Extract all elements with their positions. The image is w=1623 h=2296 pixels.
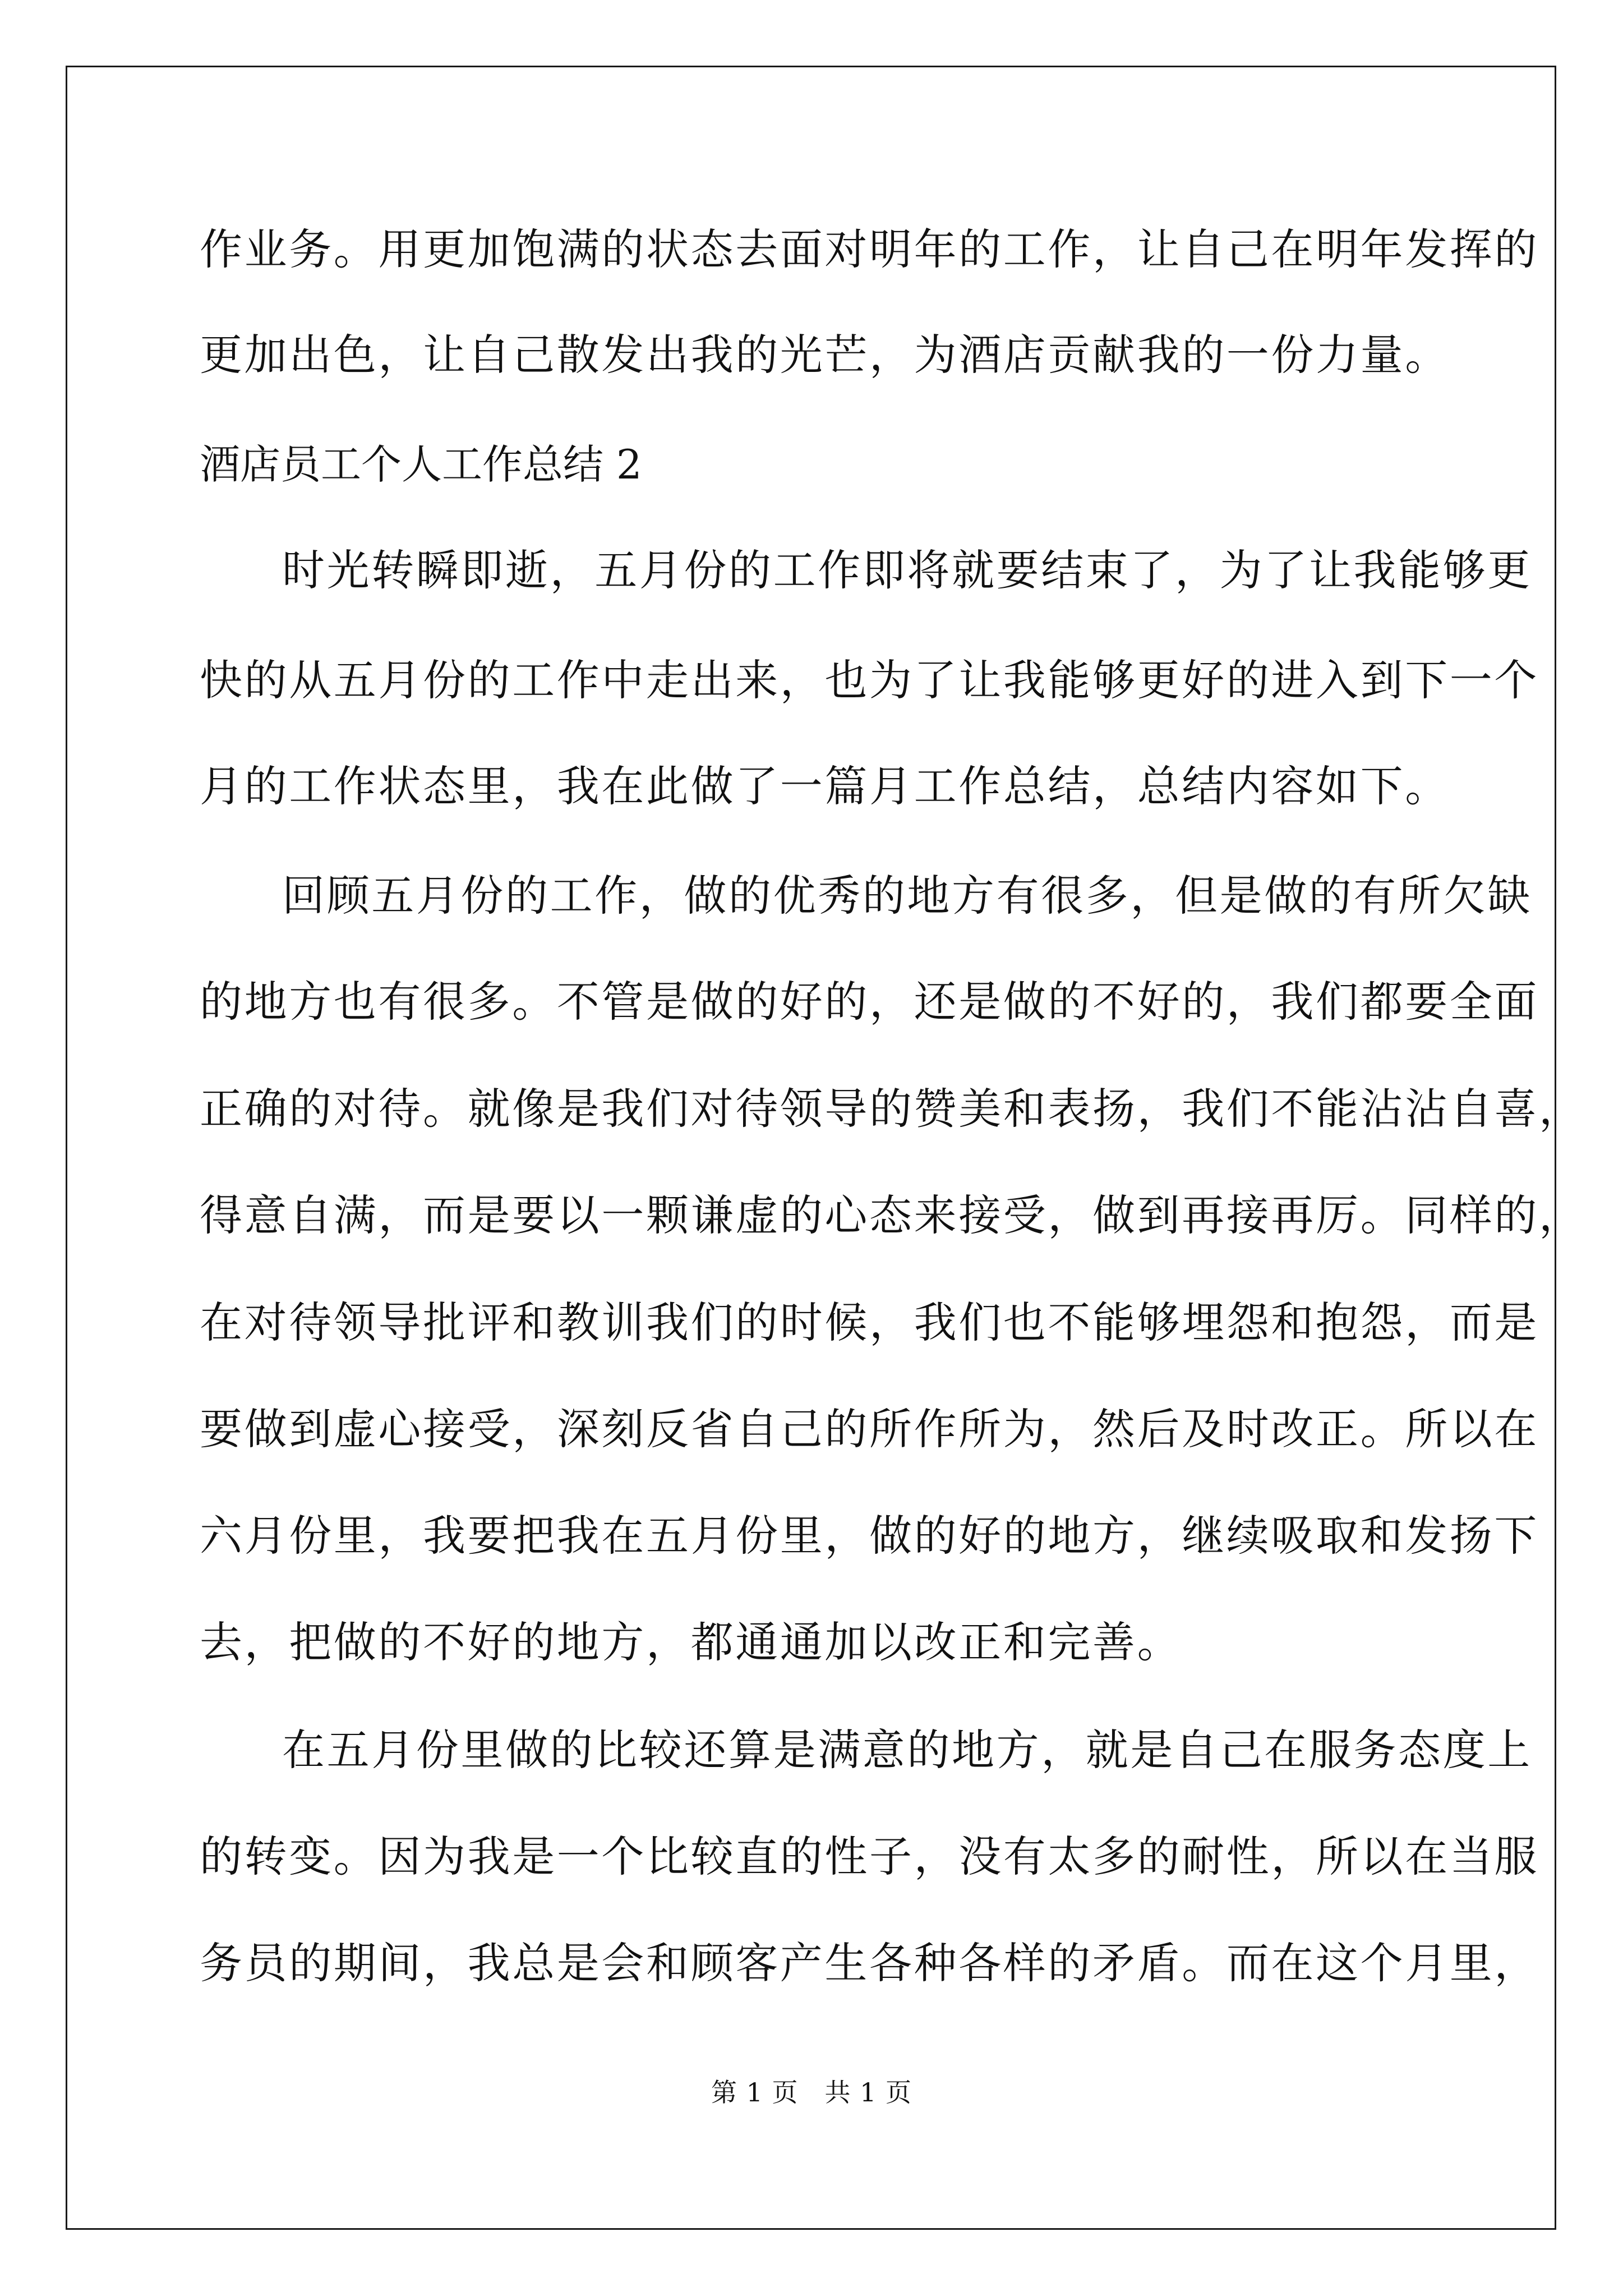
paragraph-line-14: 在五月份里做的比较还算是满意的地方，就是自己在服务态度上 — [282, 1725, 1532, 1775]
paragraph-line-11: 要做到虚心接受，深刻反省自己的所作所为，然后及时改正。所以在 — [200, 1404, 1539, 1454]
paragraph-line-16: 务员的期间，我总是会和顾客产生各种各样的矛盾。而在这个月里， — [200, 1938, 1539, 1988]
paragraph-line-13: 去，把做的不好的地方，都通通加以改正和完善。 — [200, 1617, 1182, 1667]
paragraph-line-6: 回顾五月份的工作，做的优秀的地方有很多，但是做的有所欠缺 — [282, 871, 1532, 921]
paragraph-line-3: 时光转瞬即逝，五月份的工作即将就要结束了，为了让我能够更 — [282, 545, 1532, 595]
paragraph-line-7: 的地方也有很多。不管是做的好的，还是做的不好的，我们都要全面 — [200, 977, 1539, 1027]
section-heading: 酒店员工个人工作总结 2 — [200, 441, 642, 488]
paragraph-line-1: 作业务。用更加饱满的状态去面对明年的工作，让自己在明年发挥的 — [200, 224, 1539, 274]
paragraph-line-12: 六月份里，我要把我在五月份里，做的好的地方，继续吸取和发扬下 — [200, 1511, 1539, 1561]
page-border — [66, 66, 1556, 2230]
page-footer: 第 1 页 共 1 页 — [711, 2077, 912, 2108]
paragraph-line-15: 的转变。因为我是一个比较直的性子，没有太多的耐性，所以在当服 — [200, 1832, 1539, 1881]
paragraph-line-10: 在对待领导批评和教训我们的时候，我们也不能够埋怨和抱怨，而是 — [200, 1297, 1539, 1347]
paragraph-line-4: 快的从五月份的工作中走出来，也为了让我能够更好的进入到下一个 — [200, 655, 1539, 705]
paragraph-line-9: 得意自满，而是要以一颗谦虚的心态来接受，做到再接再厉。同样的， — [200, 1190, 1584, 1240]
paragraph-line-8: 正确的对待。就像是我们对待领导的赞美和表扬，我们不能沾沾自喜， — [200, 1084, 1584, 1134]
paragraph-line-2: 更加出色，让自己散发出我的光芒，为酒店贡献我的一份力量。 — [200, 330, 1450, 380]
paragraph-line-5: 月的工作状态里，我在此做了一篇月工作总结，总结内容如下。 — [200, 761, 1450, 811]
